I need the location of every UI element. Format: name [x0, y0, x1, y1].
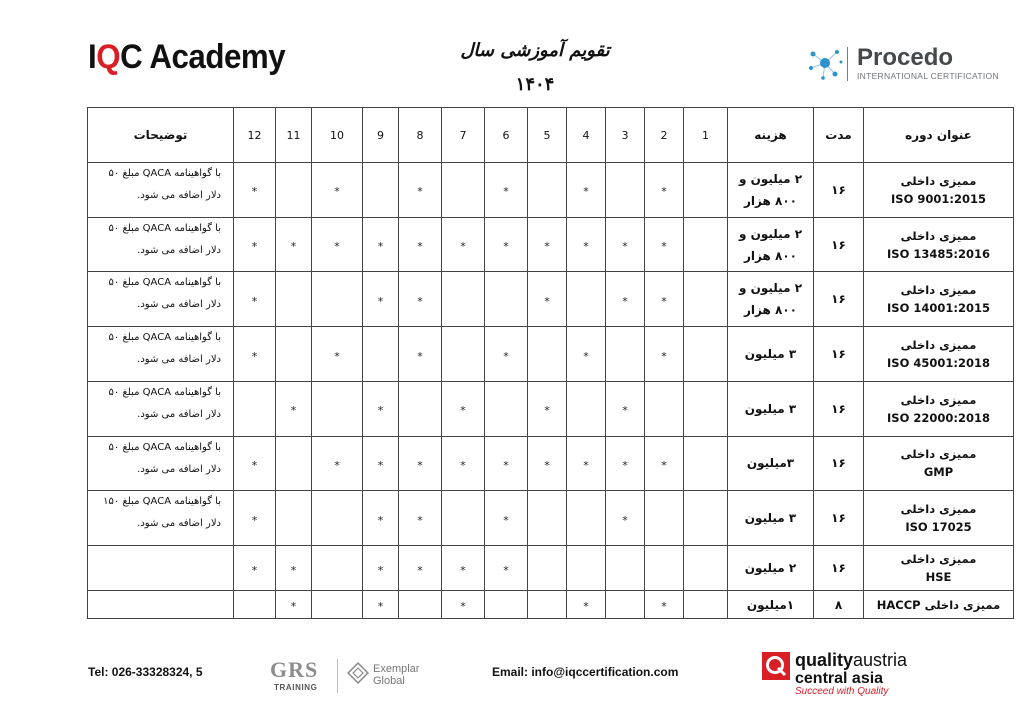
- month-10-cell: [312, 217, 363, 272]
- course-duration: ۱۶: [814, 217, 864, 272]
- month-6-cell: [485, 272, 528, 327]
- month-1-cell: [684, 491, 728, 546]
- procedo-logo-subtitle: INTERNATIONAL CERTIFICATION: [857, 71, 999, 81]
- course-cost: ۲ میلیون: [728, 546, 814, 591]
- course-cost: ۳میلیون: [728, 436, 814, 491]
- month-9-cell: [363, 327, 399, 382]
- month-6-cell: [485, 327, 528, 382]
- scheduled-star-icon: *: [661, 458, 667, 472]
- month-4-cell: [567, 272, 606, 327]
- scheduled-star-icon: *: [251, 513, 258, 527]
- course-title: ممیزی داخلی ISO 9001:2015: [864, 163, 1014, 218]
- scheduled-star-icon: *: [460, 240, 466, 254]
- month-5-cell: [528, 436, 567, 491]
- header-month-3: 3: [606, 108, 645, 163]
- month-5-cell: [528, 546, 567, 591]
- month-1-cell: [684, 327, 728, 382]
- header-cost: هزینه: [728, 108, 814, 163]
- course-title: ممیزی داخلی ISO 17025: [864, 491, 1014, 546]
- month-6-cell: [485, 436, 528, 491]
- month-4-cell: [567, 491, 606, 546]
- scheduled-star-icon: *: [290, 404, 297, 418]
- month-5-cell: [528, 491, 567, 546]
- table-row: [88, 491, 1014, 546]
- scheduled-star-icon: *: [377, 240, 384, 254]
- scheduled-star-icon: *: [334, 458, 340, 472]
- month-5-cell: [528, 327, 567, 382]
- scheduled-star-icon: *: [622, 458, 628, 472]
- procedo-network-icon: [805, 44, 845, 82]
- header-month-2: 2: [645, 108, 684, 163]
- month-2-cell: [645, 436, 684, 491]
- scheduled-star-icon: *: [290, 600, 297, 613]
- month-9-cell: [363, 591, 399, 619]
- header-month-5: 5: [528, 108, 567, 163]
- procedo-logo-name: Procedo: [857, 44, 954, 71]
- month-5-cell: [528, 591, 567, 619]
- scheduled-star-icon: *: [290, 563, 297, 577]
- month-1-cell: [684, 272, 728, 327]
- scheduled-star-icon: *: [251, 294, 258, 308]
- scheduled-star-icon: *: [661, 294, 667, 308]
- course-duration: ۱۶: [814, 546, 864, 591]
- course-notes: با گواهینامه QACA مبلغ ۵۰ دلار اضافه می شود.: [88, 272, 234, 327]
- scheduled-star-icon: *: [503, 240, 509, 254]
- scheduled-star-icon: *: [334, 349, 340, 363]
- month-8-cell: [399, 327, 442, 382]
- month-10-cell: [312, 163, 363, 218]
- month-6-cell: [485, 591, 528, 619]
- scheduled-star-icon: *: [334, 240, 340, 254]
- grs-training-logo: GRS: [270, 657, 319, 682]
- course-cost: ۲ میلیون و ۸۰۰ هزار: [728, 163, 814, 218]
- table-row: [88, 381, 1014, 436]
- month-8-cell: [399, 491, 442, 546]
- month-11-cell: [276, 163, 312, 218]
- scheduled-star-icon: *: [544, 458, 550, 472]
- month-8-cell: [399, 436, 442, 491]
- course-cost: ۳ میلیون: [728, 491, 814, 546]
- month-1-cell: [684, 217, 728, 272]
- month-2-cell: [645, 272, 684, 327]
- scheduled-star-icon: *: [503, 513, 509, 527]
- course-duration: ۱۶: [814, 327, 864, 382]
- month-2-cell: [645, 591, 684, 619]
- month-3-cell: [606, 546, 645, 591]
- course-notes: با گواهینامه QACA مبلغ ۵۰ دلار اضافه می شود.: [88, 163, 234, 218]
- month-8-cell: [399, 591, 442, 619]
- scheduled-star-icon: *: [377, 294, 384, 308]
- month-6-cell: [485, 491, 528, 546]
- scheduled-star-icon: *: [503, 458, 509, 472]
- scheduled-star-icon: *: [417, 240, 423, 254]
- scheduled-star-icon: *: [251, 349, 258, 363]
- scheduled-star-icon: *: [290, 240, 297, 254]
- header-month-7: 7: [442, 108, 485, 163]
- table-row: [88, 436, 1014, 491]
- course-title: ممیزی داخلی GMP: [864, 436, 1014, 491]
- month-3-cell: [606, 327, 645, 382]
- training-schedule-table: [87, 107, 1014, 619]
- footer-logo-separator: [337, 659, 338, 693]
- month-7-cell: [442, 163, 485, 218]
- course-title: ممیزی داخلی ISO 14001:2015: [864, 272, 1014, 327]
- course-title: ممیزی داخلی ISO 22000:2018: [864, 381, 1014, 436]
- month-8-cell: [399, 163, 442, 218]
- month-2-cell: [645, 217, 684, 272]
- course-notes: [88, 591, 234, 619]
- scheduled-star-icon: *: [583, 185, 589, 199]
- month-10-cell: [312, 381, 363, 436]
- month-6-cell: [485, 163, 528, 218]
- scheduled-star-icon: *: [251, 185, 258, 199]
- header-month-10: 10: [312, 108, 363, 163]
- scheduled-star-icon: *: [544, 404, 550, 418]
- month-9-cell: [363, 436, 399, 491]
- scheduled-star-icon: *: [583, 458, 589, 472]
- month-4-cell: [567, 327, 606, 382]
- month-3-cell: [606, 436, 645, 491]
- month-4-cell: [567, 217, 606, 272]
- footer-phone: Tel: 026-33328324, 5: [88, 665, 203, 679]
- month-4-cell: [567, 381, 606, 436]
- course-duration: ۱۶: [814, 436, 864, 491]
- scheduled-star-icon: *: [417, 185, 423, 199]
- scheduled-star-icon: *: [460, 600, 466, 613]
- month-1-cell: [684, 381, 728, 436]
- month-7-cell: [442, 327, 485, 382]
- scheduled-star-icon: *: [377, 600, 384, 613]
- scheduled-star-icon: *: [661, 240, 667, 254]
- scheduled-star-icon: *: [251, 458, 258, 472]
- iqc-academy-logo: IQC Academy: [88, 38, 286, 76]
- header-month-9: 9: [363, 108, 399, 163]
- month-7-cell: [442, 381, 485, 436]
- course-cost: ۱میلیون: [728, 591, 814, 619]
- month-5-cell: [528, 217, 567, 272]
- header-month-4: 4: [567, 108, 606, 163]
- course-title: ممیزی داخلی HACCP: [864, 591, 1014, 619]
- month-9-cell: [363, 217, 399, 272]
- month-4-cell: [567, 163, 606, 218]
- header-notes: توضیحات: [88, 108, 234, 163]
- month-5-cell: [528, 163, 567, 218]
- month-6-cell: [485, 381, 528, 436]
- table-body: [88, 163, 1014, 619]
- scheduled-star-icon: *: [377, 404, 384, 418]
- month-10-cell: [312, 546, 363, 591]
- scheduled-star-icon: *: [583, 349, 589, 363]
- month-9-cell: [363, 163, 399, 218]
- month-12-cell: [234, 272, 276, 327]
- scheduled-star-icon: *: [583, 600, 589, 613]
- quality-austria-region: central asia: [795, 670, 884, 687]
- month-7-cell: [442, 591, 485, 619]
- month-10-cell: [312, 327, 363, 382]
- scheduled-star-icon: *: [377, 458, 384, 472]
- month-11-cell: [276, 546, 312, 591]
- table-header-row: [88, 108, 1014, 163]
- course-title: ممیزی داخلی ISO 13485:2016: [864, 217, 1014, 272]
- month-12-cell: [234, 163, 276, 218]
- scheduled-star-icon: *: [622, 404, 628, 418]
- month-11-cell: [276, 491, 312, 546]
- month-4-cell: [567, 591, 606, 619]
- course-notes: با گواهینامه QACA مبلغ ۵۰ دلار اضافه می شود.: [88, 436, 234, 491]
- month-4-cell: [567, 436, 606, 491]
- scheduled-star-icon: *: [251, 240, 258, 254]
- month-10-cell: [312, 436, 363, 491]
- table-row: [88, 546, 1014, 591]
- month-3-cell: [606, 272, 645, 327]
- scheduled-star-icon: *: [661, 185, 667, 199]
- month-12-cell: [234, 436, 276, 491]
- month-6-cell: [485, 217, 528, 272]
- scheduled-star-icon: *: [622, 513, 628, 527]
- course-duration: ۸: [814, 591, 864, 619]
- month-3-cell: [606, 217, 645, 272]
- header-duration: مدت: [814, 108, 864, 163]
- course-notes: [88, 546, 234, 591]
- scheduled-star-icon: *: [417, 294, 423, 308]
- scheduled-star-icon: *: [460, 563, 466, 577]
- scheduled-star-icon: *: [417, 349, 423, 363]
- month-12-cell: [234, 491, 276, 546]
- month-7-cell: [442, 546, 485, 591]
- month-2-cell: [645, 381, 684, 436]
- month-2-cell: [645, 491, 684, 546]
- month-2-cell: [645, 163, 684, 218]
- course-cost: ۳ میلیون: [728, 381, 814, 436]
- header-course: عنوان دوره: [864, 108, 1014, 163]
- month-5-cell: [528, 381, 567, 436]
- scheduled-star-icon: *: [460, 404, 466, 418]
- scheduled-star-icon: *: [377, 513, 384, 527]
- page-title: تقویم آموزشی سال: [460, 40, 610, 61]
- month-11-cell: [276, 436, 312, 491]
- month-12-cell: [234, 381, 276, 436]
- month-9-cell: [363, 381, 399, 436]
- exemplar-logo-name: Exemplar: [373, 663, 420, 675]
- month-2-cell: [645, 327, 684, 382]
- month-1-cell: [684, 436, 728, 491]
- scheduled-star-icon: *: [503, 185, 509, 199]
- quality-austria-name: qualityaustria: [795, 650, 908, 670]
- month-12-cell: [234, 546, 276, 591]
- scheduled-star-icon: *: [661, 600, 667, 613]
- month-8-cell: [399, 546, 442, 591]
- quality-austria-tagline: Succeed with Quality: [795, 686, 889, 697]
- table-row: [88, 272, 1014, 327]
- scheduled-star-icon: *: [417, 513, 423, 527]
- scheduled-star-icon: *: [661, 349, 667, 363]
- month-8-cell: [399, 272, 442, 327]
- month-8-cell: [399, 217, 442, 272]
- footer-email: Email: info@iqccertification.com: [492, 665, 679, 679]
- month-7-cell: [442, 436, 485, 491]
- scheduled-star-icon: *: [544, 240, 550, 254]
- month-4-cell: [567, 546, 606, 591]
- scheduled-star-icon: *: [334, 185, 340, 199]
- month-11-cell: [276, 217, 312, 272]
- scheduled-star-icon: *: [503, 563, 509, 577]
- month-3-cell: [606, 163, 645, 218]
- table-row: [88, 591, 1014, 619]
- scheduled-star-icon: *: [417, 458, 423, 472]
- quality-austria-q-icon: [762, 652, 790, 680]
- course-notes: با گواهینامه QACA مبلغ ۵۰ دلار اضافه می شود.: [88, 217, 234, 272]
- month-12-cell: [234, 217, 276, 272]
- header-month-6: 6: [485, 108, 528, 163]
- header-month-12: 12: [234, 108, 276, 163]
- month-1-cell: [684, 163, 728, 218]
- scheduled-star-icon: *: [583, 240, 589, 254]
- month-11-cell: [276, 272, 312, 327]
- month-9-cell: [363, 491, 399, 546]
- month-8-cell: [399, 381, 442, 436]
- month-3-cell: [606, 491, 645, 546]
- month-7-cell: [442, 272, 485, 327]
- table-row: [88, 327, 1014, 382]
- month-10-cell: [312, 272, 363, 327]
- month-7-cell: [442, 217, 485, 272]
- scheduled-star-icon: *: [622, 240, 628, 254]
- month-10-cell: [312, 591, 363, 619]
- month-11-cell: [276, 327, 312, 382]
- course-duration: ۱۶: [814, 381, 864, 436]
- course-notes: با گواهینامه QACA مبلغ ۵۰ دلار اضافه می شود.: [88, 327, 234, 382]
- header-month-1: 1: [684, 108, 728, 163]
- header-month-11: 11: [276, 108, 312, 163]
- page-year: ۱۴۰۴: [515, 74, 555, 95]
- scheduled-star-icon: *: [251, 563, 258, 577]
- course-duration: ۱۶: [814, 272, 864, 327]
- month-1-cell: [684, 591, 728, 619]
- month-9-cell: [363, 272, 399, 327]
- scheduled-star-icon: *: [544, 294, 550, 308]
- month-3-cell: [606, 381, 645, 436]
- course-duration: ۱۶: [814, 491, 864, 546]
- month-9-cell: [363, 546, 399, 591]
- month-2-cell: [645, 546, 684, 591]
- table-row: [88, 217, 1014, 272]
- scheduled-star-icon: *: [377, 563, 384, 577]
- grs-training-label: TRAINING: [274, 683, 318, 692]
- course-notes: با گواهینامه QACA مبلغ ۱۵۰ دلار اضافه می شود.: [88, 491, 234, 546]
- scheduled-star-icon: *: [503, 349, 509, 363]
- month-10-cell: [312, 491, 363, 546]
- exemplar-logo-sub: Global: [373, 675, 405, 687]
- course-cost: ۲ میلیون و ۸۰۰ هزار: [728, 272, 814, 327]
- month-11-cell: [276, 591, 312, 619]
- month-7-cell: [442, 491, 485, 546]
- month-6-cell: [485, 546, 528, 591]
- month-1-cell: [684, 546, 728, 591]
- header-month-8: 8: [399, 108, 442, 163]
- course-title: ممیزی داخلی ISO 45001:2018: [864, 327, 1014, 382]
- course-duration: ۱۶: [814, 163, 864, 218]
- procedo-separator: [847, 47, 848, 81]
- month-5-cell: [528, 272, 567, 327]
- scheduled-star-icon: *: [460, 458, 466, 472]
- course-cost: ۳ میلیون: [728, 327, 814, 382]
- course-cost: ۲ میلیون و ۸۰۰ هزار: [728, 217, 814, 272]
- exemplar-diamond-icon: [347, 662, 369, 684]
- course-notes: با گواهینامه QACA مبلغ ۵۰ دلار اضافه می شود.: [88, 381, 234, 436]
- month-12-cell: [234, 327, 276, 382]
- scheduled-star-icon: *: [417, 563, 423, 577]
- month-11-cell: [276, 381, 312, 436]
- table-row: [88, 163, 1014, 218]
- month-12-cell: [234, 591, 276, 619]
- month-3-cell: [606, 591, 645, 619]
- scheduled-star-icon: *: [622, 294, 628, 308]
- course-title: ممیزی داخلی HSE: [864, 546, 1014, 591]
